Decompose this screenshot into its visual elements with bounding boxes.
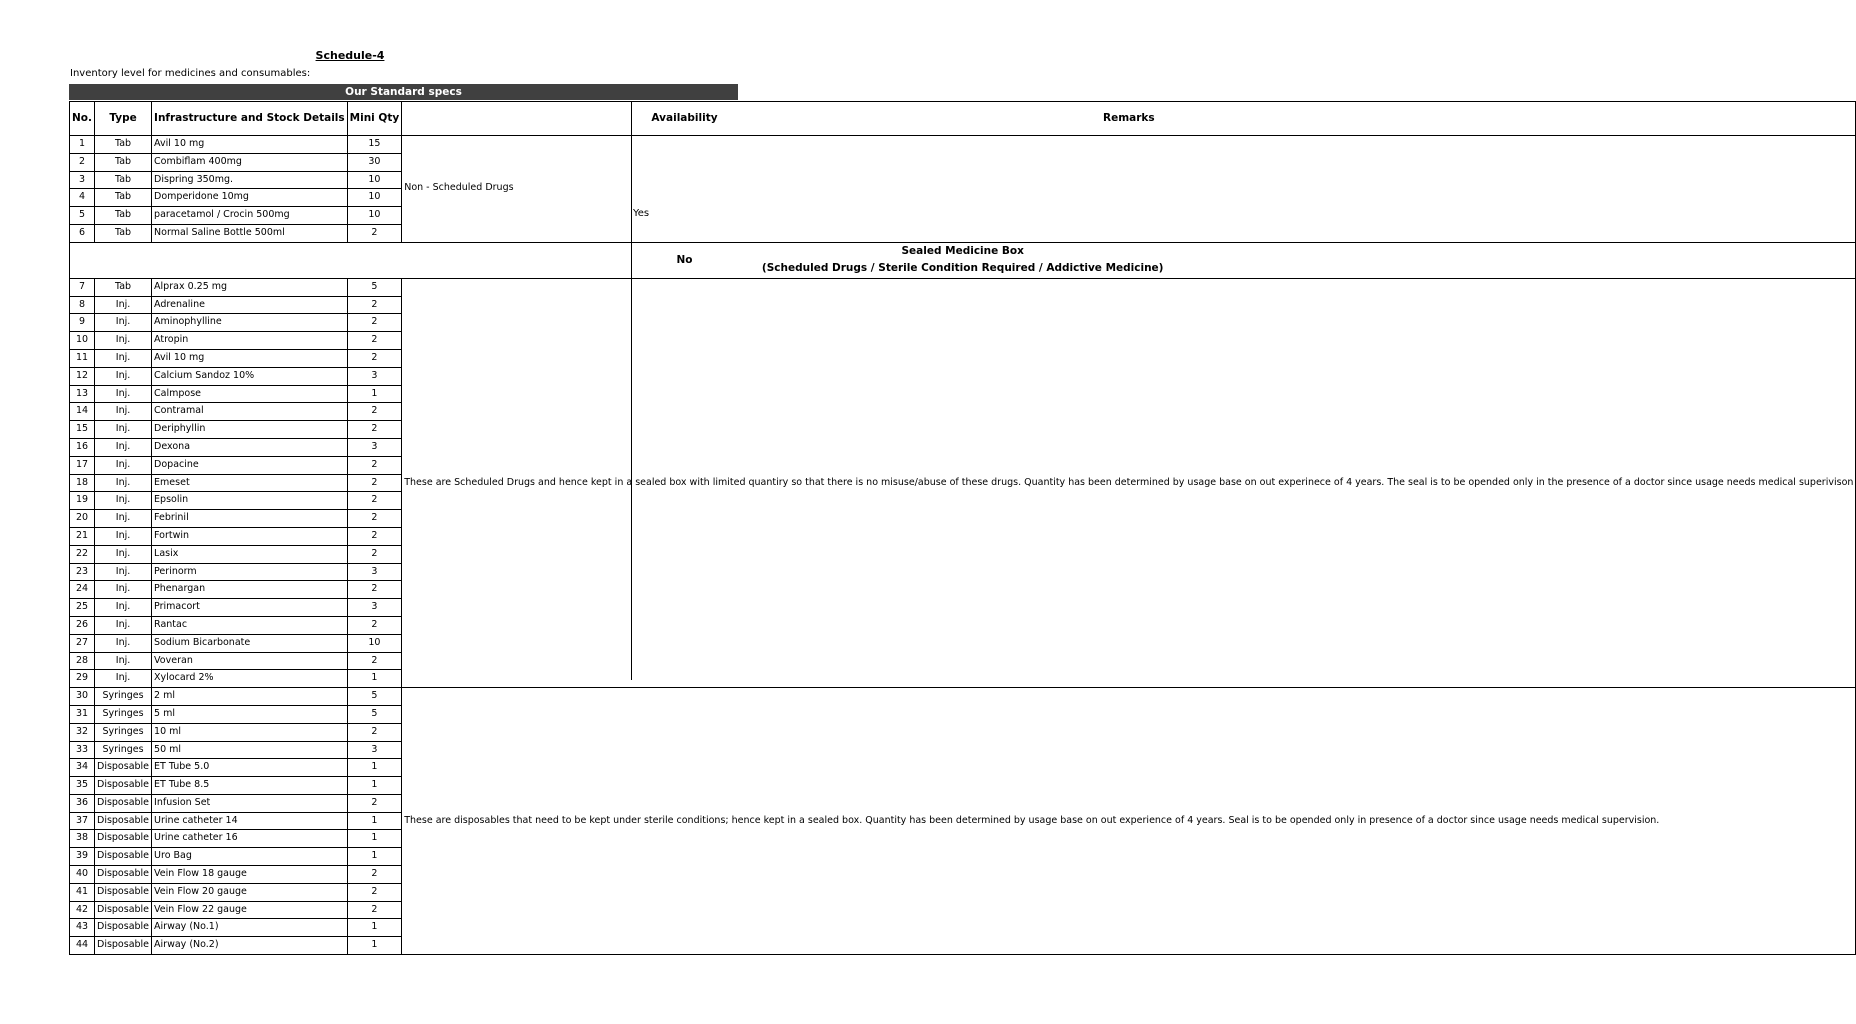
row-item: 10 ml bbox=[152, 723, 348, 741]
row-number: 1 bbox=[70, 136, 95, 154]
row-type: Disposable bbox=[95, 812, 152, 830]
header-no: No. bbox=[70, 102, 95, 136]
row-item: Infusion Set bbox=[152, 794, 348, 812]
row-min-qty: 10 bbox=[347, 171, 402, 189]
row-item: Voveran bbox=[152, 652, 348, 670]
remarks-cell: These are disposables that need to be kept under sterile conditions; hence kept in a sealed box. Quantity has been determined by usage base on out experience of 4 years. Seal is to be opended only in presence of a doctor since usage needs medical supervision. bbox=[402, 688, 1856, 955]
table-row bbox=[70, 688, 1856, 706]
row-item: Vein Flow 18 gauge bbox=[152, 866, 348, 884]
row-item: Dispring 350mg. bbox=[152, 171, 348, 189]
row-type: Disposable bbox=[95, 830, 152, 848]
row-type: Syringes bbox=[95, 741, 152, 759]
row-item: Atropin bbox=[152, 332, 348, 350]
row-min-qty: 3 bbox=[347, 438, 402, 456]
row-type: Inj. bbox=[95, 492, 152, 510]
row-item: Fortwin bbox=[152, 527, 348, 545]
row-item: 2 ml bbox=[152, 688, 348, 706]
row-min-qty: 5 bbox=[347, 688, 402, 706]
row-item: Deriphyllin bbox=[152, 421, 348, 439]
row-item: Vein Flow 22 gauge bbox=[152, 901, 348, 919]
row-min-qty: 2 bbox=[347, 866, 402, 884]
row-min-qty: 2 bbox=[347, 349, 402, 367]
row-min-qty: 2 bbox=[347, 581, 402, 599]
row-type: Inj. bbox=[95, 385, 152, 403]
row-min-qty: 2 bbox=[347, 456, 402, 474]
table-row bbox=[70, 278, 1856, 296]
row-min-qty: 2 bbox=[347, 545, 402, 563]
row-type: Disposable bbox=[95, 848, 152, 866]
header-type: Type bbox=[95, 102, 152, 136]
row-min-qty: 1 bbox=[347, 777, 402, 795]
row-number: 39 bbox=[70, 848, 95, 866]
row-min-qty: 15 bbox=[347, 136, 402, 154]
row-item: Adrenaline bbox=[152, 296, 348, 314]
row-item: Avil 10 mg bbox=[152, 136, 348, 154]
row-number: 33 bbox=[70, 741, 95, 759]
row-item: Vein Flow 20 gauge bbox=[152, 883, 348, 901]
row-item: Aminophylline bbox=[152, 314, 348, 332]
row-type: Disposable bbox=[95, 883, 152, 901]
row-number: 30 bbox=[70, 688, 95, 706]
row-number: 14 bbox=[70, 403, 95, 421]
row-min-qty: 30 bbox=[347, 153, 402, 171]
row-min-qty: 2 bbox=[347, 883, 402, 901]
availability-yes: Yes bbox=[633, 208, 650, 219]
row-type: Inj. bbox=[95, 599, 152, 617]
row-min-qty: 2 bbox=[347, 224, 402, 242]
row-number: 34 bbox=[70, 759, 95, 777]
row-number: 44 bbox=[70, 937, 95, 955]
row-min-qty: 2 bbox=[347, 527, 402, 545]
row-number: 7 bbox=[70, 278, 95, 296]
row-number: 21 bbox=[70, 527, 95, 545]
row-item: Alprax 0.25 mg bbox=[152, 278, 348, 296]
row-number: 16 bbox=[70, 438, 95, 456]
row-number: 18 bbox=[70, 474, 95, 492]
row-type: Tab bbox=[95, 224, 152, 242]
row-min-qty: 1 bbox=[347, 385, 402, 403]
row-number: 38 bbox=[70, 830, 95, 848]
row-item: 5 ml bbox=[152, 705, 348, 723]
row-min-qty: 3 bbox=[347, 599, 402, 617]
row-type: Disposable bbox=[95, 759, 152, 777]
row-item: Epsolin bbox=[152, 492, 348, 510]
row-min-qty: 1 bbox=[347, 937, 402, 955]
row-number: 6 bbox=[70, 224, 95, 242]
page-title: Schedule-4 bbox=[315, 49, 385, 62]
row-min-qty: 2 bbox=[347, 492, 402, 510]
row-min-qty: 10 bbox=[347, 207, 402, 225]
sealed-box-header bbox=[70, 242, 1856, 278]
row-type: Tab bbox=[95, 207, 152, 225]
row-type: Inj. bbox=[95, 349, 152, 367]
row-item: Febrinil bbox=[152, 510, 348, 528]
row-item: Combiflam 400mg bbox=[152, 153, 348, 171]
header-remarks: Remarks bbox=[402, 102, 1856, 136]
row-item: ET Tube 5.0 bbox=[152, 759, 348, 777]
row-number: 19 bbox=[70, 492, 95, 510]
row-item: Domperidone 10mg bbox=[152, 189, 348, 207]
row-item: 50 ml bbox=[152, 741, 348, 759]
row-type: Disposable bbox=[95, 919, 152, 937]
row-number: 11 bbox=[70, 349, 95, 367]
header-details: Infrastructure and Stock Details bbox=[152, 102, 348, 136]
row-number: 43 bbox=[70, 919, 95, 937]
row-item: paracetamol / Crocin 500mg bbox=[152, 207, 348, 225]
row-type: Tab bbox=[95, 278, 152, 296]
row-type: Inj. bbox=[95, 581, 152, 599]
standard-specs-banner: Our Standard specs bbox=[69, 84, 738, 100]
row-min-qty: 5 bbox=[347, 705, 402, 723]
row-min-qty: 2 bbox=[347, 901, 402, 919]
availability-header: Availability bbox=[651, 112, 718, 124]
row-type: Inj. bbox=[95, 438, 152, 456]
row-type: Inj. bbox=[95, 563, 152, 581]
row-min-qty: 2 bbox=[347, 421, 402, 439]
row-type: Syringes bbox=[95, 723, 152, 741]
row-item: ET Tube 8.5 bbox=[152, 777, 348, 795]
subtitle: Inventory level for medicines and consumables: bbox=[70, 68, 311, 79]
row-number: 28 bbox=[70, 652, 95, 670]
row-type: Disposable bbox=[95, 866, 152, 884]
row-type: Inj. bbox=[95, 527, 152, 545]
row-item: Primacort bbox=[152, 599, 348, 617]
row-type: Inj. bbox=[95, 474, 152, 492]
row-min-qty: 1 bbox=[347, 848, 402, 866]
row-type: Inj. bbox=[95, 367, 152, 385]
row-min-qty: 10 bbox=[347, 189, 402, 207]
row-number: 37 bbox=[70, 812, 95, 830]
row-type: Inj. bbox=[95, 403, 152, 421]
row-number: 17 bbox=[70, 456, 95, 474]
row-type: Inj. bbox=[95, 670, 152, 688]
row-number: 10 bbox=[70, 332, 95, 350]
row-number: 9 bbox=[70, 314, 95, 332]
row-min-qty: 10 bbox=[347, 634, 402, 652]
sealed-box-line1: Sealed Medicine Box bbox=[901, 245, 1024, 258]
row-min-qty: 2 bbox=[347, 723, 402, 741]
row-item: Airway (No.2) bbox=[152, 937, 348, 955]
row-min-qty: 3 bbox=[347, 741, 402, 759]
row-min-qty: 2 bbox=[347, 403, 402, 421]
sealed-box-title bbox=[70, 242, 1856, 278]
row-min-qty: 3 bbox=[347, 563, 402, 581]
row-item: Uro Bag bbox=[152, 848, 348, 866]
row-min-qty: 1 bbox=[347, 759, 402, 777]
row-item: Phenargan bbox=[152, 581, 348, 599]
row-number: 40 bbox=[70, 866, 95, 884]
row-item: Airway (No.1) bbox=[152, 919, 348, 937]
row-number: 4 bbox=[70, 189, 95, 207]
row-item: Normal Saline Bottle 500ml bbox=[152, 224, 348, 242]
row-type: Inj. bbox=[95, 634, 152, 652]
row-min-qty: 3 bbox=[347, 367, 402, 385]
row-number: 31 bbox=[70, 705, 95, 723]
row-type: Inj. bbox=[95, 652, 152, 670]
row-min-qty: 2 bbox=[347, 296, 402, 314]
remarks-cell: These are Scheduled Drugs and hence kept in a sealed box with limited quantiry so that there is no misuse/abuse of these drugs. Quantity has been determined by usage base on out experinece of 4 years. The seal is to be opended only in the presence of a doctor since usage needs medical superivison bbox=[402, 278, 1856, 687]
row-type: Inj. bbox=[95, 545, 152, 563]
row-type: Inj. bbox=[95, 616, 152, 634]
row-item: Perinorm bbox=[152, 563, 348, 581]
row-number: 42 bbox=[70, 901, 95, 919]
row-type: Inj. bbox=[95, 296, 152, 314]
row-min-qty: 2 bbox=[347, 314, 402, 332]
row-type: Inj. bbox=[95, 332, 152, 350]
row-type: Tab bbox=[95, 171, 152, 189]
row-number: 5 bbox=[70, 207, 95, 225]
row-type: Disposable bbox=[95, 901, 152, 919]
row-number: 22 bbox=[70, 545, 95, 563]
row-item: Avil 10 mg bbox=[152, 349, 348, 367]
row-item: Calcium Sandoz 10% bbox=[152, 367, 348, 385]
row-item: Urine catheter 16 bbox=[152, 830, 348, 848]
row-item: Dexona bbox=[152, 438, 348, 456]
row-number: 27 bbox=[70, 634, 95, 652]
row-number: 35 bbox=[70, 777, 95, 795]
row-min-qty: 1 bbox=[347, 670, 402, 688]
row-item: Emeset bbox=[152, 474, 348, 492]
availability-no: No bbox=[676, 254, 693, 266]
row-number: 29 bbox=[70, 670, 95, 688]
row-number: 8 bbox=[70, 296, 95, 314]
row-type: Inj. bbox=[95, 421, 152, 439]
row-type: Inj. bbox=[95, 314, 152, 332]
row-min-qty: 2 bbox=[347, 474, 402, 492]
row-number: 36 bbox=[70, 794, 95, 812]
row-type: Disposable bbox=[95, 937, 152, 955]
header-qty: Mini Qty bbox=[347, 102, 402, 136]
row-number: 25 bbox=[70, 599, 95, 617]
row-number: 2 bbox=[70, 153, 95, 171]
row-item: Calmpose bbox=[152, 385, 348, 403]
row-number: 12 bbox=[70, 367, 95, 385]
row-min-qty: 1 bbox=[347, 830, 402, 848]
row-number: 41 bbox=[70, 883, 95, 901]
row-type: Disposable bbox=[95, 794, 152, 812]
row-number: 32 bbox=[70, 723, 95, 741]
row-min-qty: 2 bbox=[347, 510, 402, 528]
row-item: Rantac bbox=[152, 616, 348, 634]
row-type: Inj. bbox=[95, 456, 152, 474]
table-row bbox=[70, 136, 1856, 154]
row-min-qty: 1 bbox=[347, 919, 402, 937]
row-type: Disposable bbox=[95, 777, 152, 795]
row-number: 24 bbox=[70, 581, 95, 599]
row-item: Sodium Bicarbonate bbox=[152, 634, 348, 652]
row-min-qty: 2 bbox=[347, 616, 402, 634]
row-type: Tab bbox=[95, 136, 152, 154]
row-item: Xylocard 2% bbox=[152, 670, 348, 688]
row-number: 23 bbox=[70, 563, 95, 581]
row-min-qty: 1 bbox=[347, 812, 402, 830]
remarks-cell: Non - Scheduled Drugs bbox=[402, 136, 1856, 243]
inventory-table bbox=[69, 101, 1856, 955]
row-item: Dopacine bbox=[152, 456, 348, 474]
row-type: Tab bbox=[95, 153, 152, 171]
row-number: 20 bbox=[70, 510, 95, 528]
row-type: Tab bbox=[95, 189, 152, 207]
row-number: 13 bbox=[70, 385, 95, 403]
row-number: 26 bbox=[70, 616, 95, 634]
row-type: Syringes bbox=[95, 705, 152, 723]
row-number: 15 bbox=[70, 421, 95, 439]
row-item: Lasix bbox=[152, 545, 348, 563]
row-min-qty: 2 bbox=[347, 332, 402, 350]
row-min-qty: 5 bbox=[347, 278, 402, 296]
header-row bbox=[70, 102, 1856, 136]
row-item: Urine catheter 14 bbox=[152, 812, 348, 830]
row-item: Contramal bbox=[152, 403, 348, 421]
row-min-qty: 2 bbox=[347, 794, 402, 812]
row-type: Inj. bbox=[95, 510, 152, 528]
sealed-box-line2: (Scheduled Drugs / Sterile Condition Required / Addictive Medicine) bbox=[761, 262, 1164, 275]
row-number: 3 bbox=[70, 171, 95, 189]
row-min-qty: 2 bbox=[347, 652, 402, 670]
row-type: Syringes bbox=[95, 688, 152, 706]
